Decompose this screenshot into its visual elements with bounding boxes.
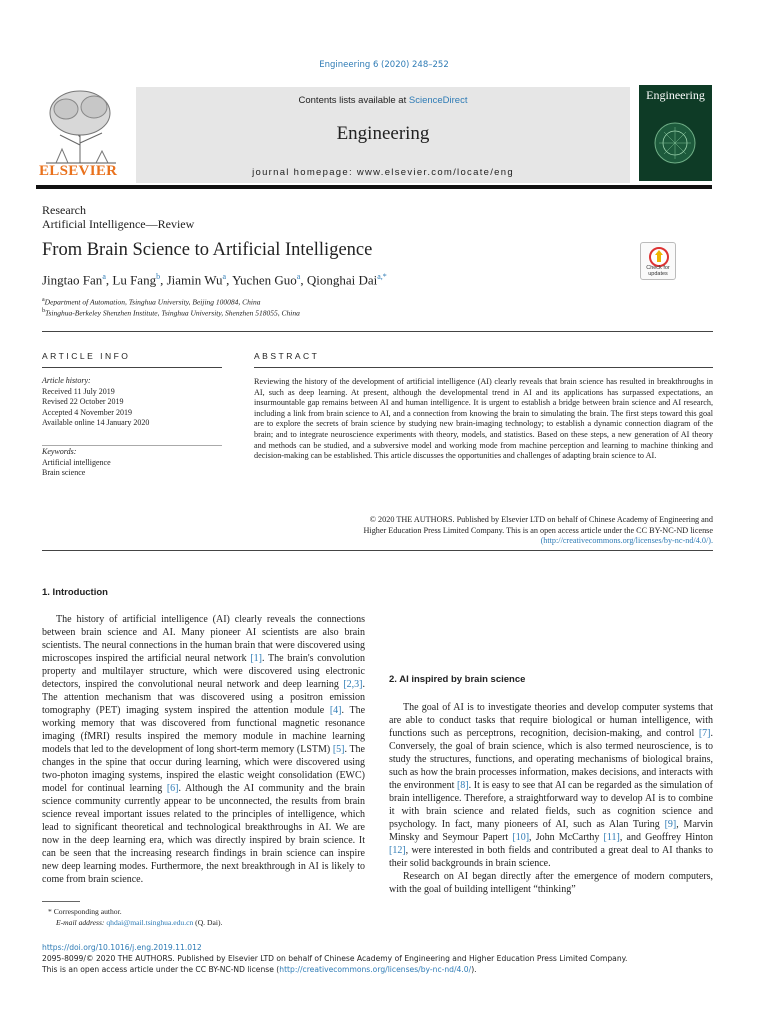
section2-paragraph-2: Research on AI began directly after the emergence of modern computers, with the goal of building intelligent “thinking” bbox=[389, 871, 713, 895]
author-name: Lu Fang bbox=[112, 272, 157, 288]
journal-masthead bbox=[36, 85, 712, 187]
sciencedirect-link[interactable]: ScienceDirect bbox=[408, 95, 468, 106]
reference-link[interactable]: [6] bbox=[166, 783, 179, 794]
check-updates-label: Check for updates bbox=[646, 265, 670, 277]
reference-link[interactable]: [9] bbox=[664, 819, 677, 830]
body-text: . The changes in the spine that occur during learning, which were discovered using two-photon imaging systems, inspired the elastic weight consolidation (EWC) model for continual learning bbox=[42, 744, 365, 794]
body-text: , and Geoffrey Hinton bbox=[619, 832, 713, 843]
intro-heading: 1. Introduction bbox=[42, 587, 108, 598]
author-name: Jiamin Wu bbox=[166, 272, 223, 288]
body-text: , were interested in both fields and contributed a great deal to AI thanks to their solid backgrounds in brain science. bbox=[389, 845, 713, 869]
license-link[interactable]: (http://creativecommons.org/licenses/by-nc-nd/4.0/). bbox=[540, 536, 713, 546]
keywords: Keywords: Artificial intelligence Brain science bbox=[42, 447, 111, 478]
article-footer bbox=[42, 942, 732, 975]
reference-link[interactable]: [10] bbox=[512, 832, 530, 843]
journal-name: Engineering bbox=[336, 123, 430, 144]
footnote-rule bbox=[42, 901, 80, 902]
body-text: . It is easy to see that AI can be regarded as the simulation of brain intelligence. Therefore, a straightforward way to develop AI is to combine it with brain science and related fields, such as cognition science and psychology. In fact, many pioneers of AI, such as Alan Turing bbox=[389, 780, 713, 830]
affiliation-a: $^a$Department of Automation, Tsinghua University, Beijing 100084, China bbox=[42, 297, 261, 307]
reference-link[interactable]: [4] bbox=[329, 705, 342, 716]
abstract-divider bbox=[42, 550, 713, 551]
abstract-rule bbox=[254, 367, 713, 368]
header-divider bbox=[42, 331, 713, 332]
elsevier-tree-logo bbox=[36, 85, 126, 181]
reference-link[interactable]: [8] bbox=[456, 780, 469, 791]
article-info-heading: ARTICLE INFO bbox=[42, 351, 131, 361]
journal-cover-image bbox=[639, 85, 712, 181]
cover-title: Engineering bbox=[646, 88, 705, 102]
open-access-line: This is an open access article under the CC BY-NC-ND license (http://creativecommons.org/licenses/by-nc-nd/4.0/). bbox=[42, 965, 477, 974]
contents-line: Contents lists available at ScienceDirect bbox=[298, 95, 468, 106]
intro-paragraph-col1 bbox=[42, 613, 365, 885]
journal-citation[interactable]: Engineering 6 (2020) 248–252 bbox=[319, 60, 449, 70]
body-text: , John McCarthy bbox=[529, 832, 604, 843]
section2-heading: 2. AI inspired by brain science bbox=[389, 674, 526, 685]
author-name: Qionghai Dai bbox=[306, 272, 378, 288]
keywords-rule bbox=[42, 445, 222, 446]
body-text: . The attention mechanism that was discovered using a positron emission tomography (PET) imaging system inspired the attention module bbox=[42, 679, 365, 716]
journal-info-panel bbox=[136, 87, 630, 183]
intro-paragraph-col2 bbox=[389, 586, 713, 652]
copyright-line: 2095-8099/© 2020 THE AUTHORS. Published by Elsevier LTD on behalf of Chinese Academy of Engineering and Higher Education Press Limited Company. bbox=[42, 954, 628, 963]
author-affiliation-marker[interactable]: a,* bbox=[377, 272, 387, 281]
reference-link[interactable]: [11] bbox=[603, 832, 620, 843]
abstract-text: Reviewing the history of the development of artificial intelligence (AI) clearly reveals that brain science has resulted in breakthroughs in AI, such as deep learning. At present, although the developmental trend in AI and its applications has surpassed expectations, an insurmountable gap remains between AI and human intelligence. It is urgent to establish a bridge between brain science and AI research, including a link from brain science to AI, and a connection from knowing the brain to simulating the brain. The first steps toward this goal are to explore the secrets of brain science by studying new brain-imaging technology; to establish a dynamic connection diagram of the brain; and to integrate neuroscience experiments with theory, models, and statistics. Based on these steps, a new generation of AI theory and methods can be studied, and a subversive model and working mode from machine perception and learning to machine thinking and decision-making can be established. This article discusses the opportunities and challenges of adapting brain science to AI. bbox=[254, 377, 713, 461]
section2-body bbox=[389, 701, 713, 896]
author-affiliation-marker[interactable]: a bbox=[222, 272, 227, 281]
author-affiliation-marker[interactable]: a bbox=[296, 272, 301, 281]
footer-license-link[interactable]: http://creativecommons.org/licenses/by-nc-nd/4.0/ bbox=[279, 965, 472, 974]
affiliation-b: $^b$Tsinghua-Berkeley Shenzhen Institute, Tsinghua University, Shenzhen 518055, China bbox=[42, 308, 300, 318]
reference-link[interactable]: [7] bbox=[698, 728, 711, 739]
check-for-updates-button[interactable] bbox=[640, 242, 676, 280]
body-text: . The brain's convolution property and multilayer structure, which were discovered using electronic detectors, inspired the convolutional neural network and deep learning bbox=[42, 653, 365, 690]
body-text: The goal of AI is to investigate theories and develop computer systems that are able to conduct tasks that require biological or human intelligence, with functions such as perceptrons, recognition, decision-making, and control bbox=[389, 702, 713, 739]
body-text: , Marvin Minsky and Seymour Papert bbox=[389, 819, 713, 843]
doi-link[interactable]: https://doi.org/10.1016/j.eng.2019.11.012 bbox=[42, 943, 202, 952]
masthead-rule bbox=[36, 185, 712, 189]
author-name: Jingtao Fan bbox=[42, 272, 103, 288]
article-section: Research Artificial Intelligence—Review bbox=[42, 203, 195, 231]
author-separator: , bbox=[105, 272, 113, 288]
body-text: . The working memory that was discovered from functional magnetic resonance imaging (fMRI) results inspired the memory module in machine learning models that led to the development of long short-term memory (LSTM) bbox=[42, 705, 365, 755]
body-text: The history of artificial intelligence (AI) clearly reveals the connections between brain science and AI. Many pioneer AI scientists are also brain scientists. The neural connections in the human brain that were discovered using microscopes inspired the artificial neural network bbox=[42, 614, 365, 664]
elsevier-wordmark: ELSEVIER bbox=[39, 163, 118, 179]
author-separator: , bbox=[226, 272, 233, 288]
author-affiliation-marker[interactable]: b bbox=[156, 272, 161, 281]
author-name: Yuchen Guo bbox=[232, 272, 297, 288]
article-title: From Brain Science to Artificial Intelligence bbox=[42, 240, 373, 260]
author-separator: , bbox=[300, 272, 307, 288]
journal-homepage[interactable]: journal homepage: www.elsevier.com/locate/eng bbox=[252, 167, 514, 178]
corresponding-author-note: * Corresponding author. E-mail address: qhdai@mail.tsinghua.edu.cn (Q. Dai). bbox=[48, 907, 223, 927]
reference-link[interactable]: [1] bbox=[250, 653, 262, 664]
author-list bbox=[42, 272, 387, 288]
reference-link[interactable]: [2,3] bbox=[343, 679, 363, 690]
author-separator: , bbox=[160, 272, 167, 288]
abstract-copyright: © 2020 THE AUTHORS. Published by Elsevier LTD on behalf of Chinese Academy of Engineering and Higher Education Press Limited Company. This is an open access article under the CC BY-NC-ND license (http://creativecommons.org/licenses/by-nc-nd/4.0/). bbox=[254, 515, 713, 547]
article-history: Article history: Received 11 July 2019 Revised 22 October 2019 Accepted 4 November 2019 Available online 14 January 2020 bbox=[42, 376, 150, 428]
body-text: . Conversely, the goal of brain science, which is also termed neuroscience, is to study the structures, functions, and operating mechanisms of biological brains, such as how the brain processes information, makes decisions, and interacts with the environment bbox=[389, 728, 713, 791]
author-affiliation-marker[interactable]: a bbox=[102, 272, 106, 281]
section2-paragraph-1 bbox=[389, 701, 713, 870]
reference-link[interactable]: [5] bbox=[332, 744, 345, 755]
author-email-link[interactable]: qhdai@mail.tsinghua.edu.cn bbox=[106, 918, 194, 927]
body-text: . Although the AI community and the brain science community currently appear to be unconnected, the results from brain science reveal important issues related to the principles of intelligence, which lead to significant theoretical and technological breakthroughs in AI. We are now in the deep learning era, which was directly inspired by brain science. It can be seen that the increasing research findings in brain science can inspire new deep learning modes. Furthermore, the next breakthrough in AI is likely to come from brain science. bbox=[42, 783, 365, 885]
abstract-heading: ABSTRACT bbox=[254, 351, 320, 361]
reference-link[interactable]: [12] bbox=[389, 845, 406, 856]
intro-paragraph bbox=[42, 613, 365, 885]
info-rule bbox=[42, 367, 222, 368]
